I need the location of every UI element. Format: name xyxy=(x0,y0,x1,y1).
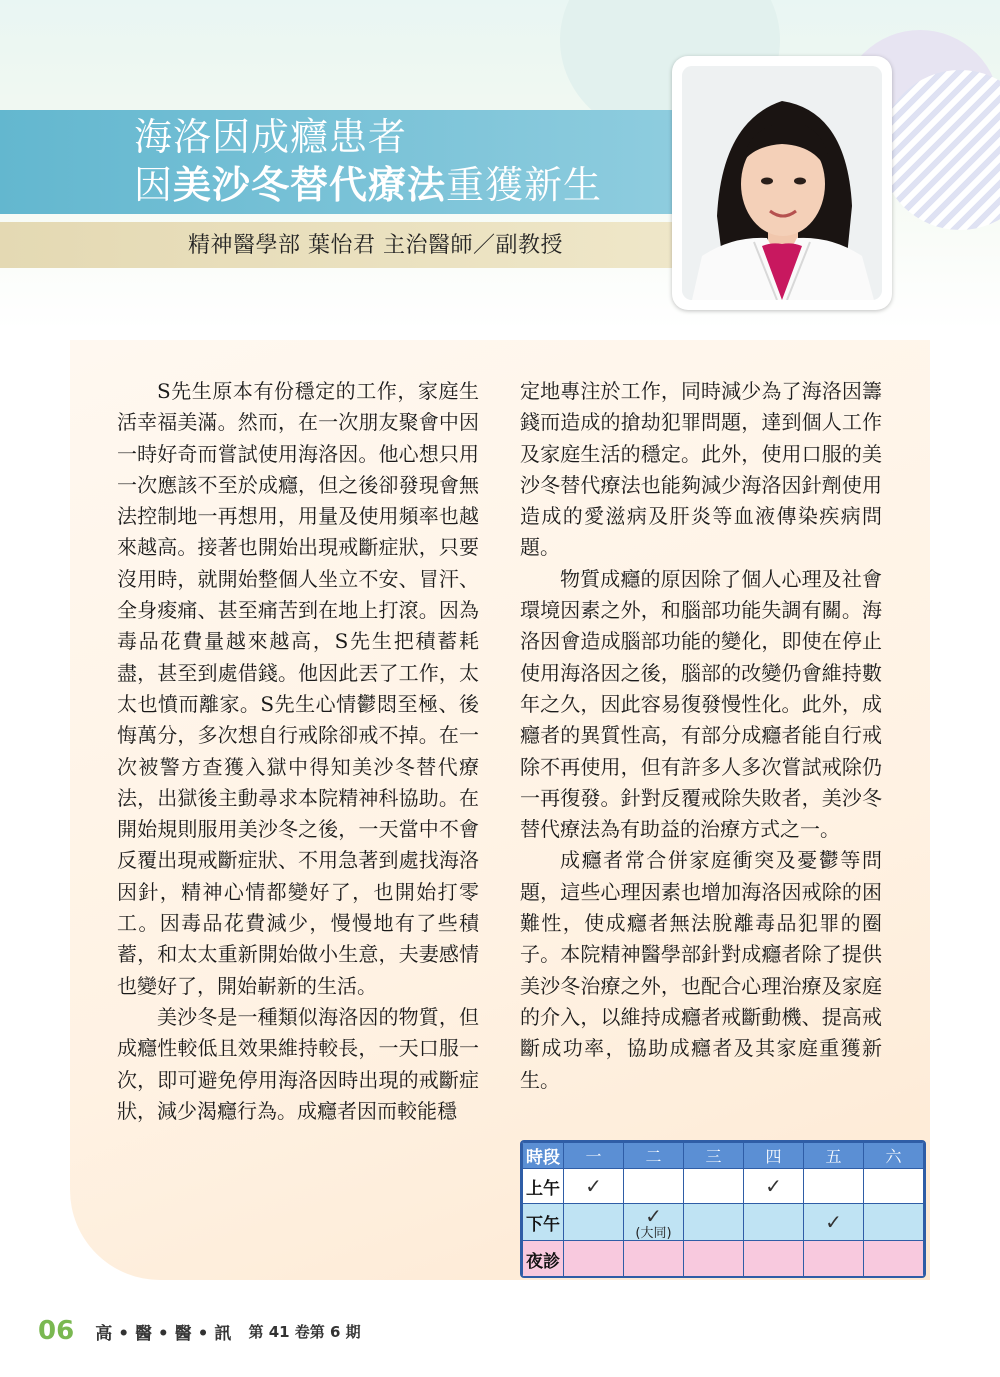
schedule-cell-tuesday-pm xyxy=(624,1204,684,1241)
check-icon: ✓ xyxy=(645,1204,662,1228)
paragraph: 定地專注於工作，同時減少為了海洛因籌錢而造成的搶劫犯罪問題，達到個人工作及家庭生活的穩定。此外，使用口服的美沙冬替代療法也能夠減少海洛因針劑使用造成的愛滋病及肝炎等血液傳染疾病問題。 xyxy=(520,379,882,560)
schedule-cell xyxy=(864,1169,924,1204)
page-footer xyxy=(38,1316,361,1346)
paragraph: 美沙冬是一種類似海洛因的物質，但成癮性較低且效果維持較長，一天口服一次，即可避免停用海洛因時出現的戒斷症狀，減少渴癮行為。成癮者因而較能穩 xyxy=(117,1004,479,1123)
schedule-cell xyxy=(684,1241,744,1278)
schedule-cell xyxy=(744,1204,804,1241)
schedule-row-evening xyxy=(523,1241,924,1278)
article-title-line2: 因美沙冬替代療法重獲新生 xyxy=(134,163,603,207)
schedule-row-label: 夜診 xyxy=(523,1241,564,1278)
schedule-header-cell: 二 xyxy=(624,1143,684,1169)
schedule-cell xyxy=(564,1241,624,1278)
check-icon: ✓ xyxy=(744,1169,804,1204)
author-byline: 精神醫學部 葉怡君 主治醫師／副教授 xyxy=(188,233,563,258)
schedule-row-label: 上午 xyxy=(523,1169,564,1204)
article-title-line1: 海洛因成癮患者 xyxy=(134,115,408,159)
publication-name: 高 • 醫 • 醫 • 訊 xyxy=(95,1323,232,1344)
schedule-cell xyxy=(624,1169,684,1204)
schedule-row-morning xyxy=(523,1169,924,1204)
check-icon: ✓ xyxy=(804,1204,864,1241)
schedule-cell xyxy=(864,1241,924,1278)
schedule-row-afternoon xyxy=(523,1204,924,1241)
page-number: 06 xyxy=(38,1316,75,1346)
schedule-row-label: 下午 xyxy=(523,1204,564,1241)
schedule-header-cell: 三 xyxy=(684,1143,744,1169)
clinic-schedule-table xyxy=(520,1140,926,1278)
schedule-header-cell: 一 xyxy=(564,1143,624,1169)
schedule-cell xyxy=(684,1204,744,1241)
paragraph: S先生原本有份穩定的工作，家庭生活幸福美滿。然而，在一次朋友聚會中因一時好奇而嘗試使用海洛因。他心想只用一次應該不至於成癮，但之後卻發現會無法控制地一再想用，用量及使用頻率也越來越高。接著也開始出現戒斷症狀，只要沒用時，就開始整個人坐立不安、冒汗、全身痠痛、甚至痛苦到在地上打滾。因為毒品花費量越來越高，S先生把積蓄耗盡，甚至到處借錢。他因此丟了工作，太太也憤而離家。S先生心情鬱悶至極、後悔萬分，多次想自行戒除卻戒不掉。在一次被警方查獲入獄中得知美沙冬替代療法，出獄後主動尋求本院精神科協助。在開始規則服用美沙冬之後，一天當中不會反覆出現戒斷症狀、不用急著到處找海洛因針，精神心情都變好了，也開始打零工。因毒品花費減少，慢慢地有了些積蓄，和太太重新開始做小生意，夫妻感情也變好了，開始嶄新的生活。 xyxy=(117,379,479,998)
schedule-header-cell: 時段 xyxy=(523,1143,564,1169)
article-column-left xyxy=(117,376,479,1127)
schedule-header-row xyxy=(523,1143,924,1169)
schedule-header-cell: 五 xyxy=(804,1143,864,1169)
schedule-cell xyxy=(804,1169,864,1204)
issue-number: 第 41 卷第 6 期 xyxy=(248,1322,361,1341)
location-note: (大同) xyxy=(635,1226,672,1241)
check-icon: ✓ xyxy=(564,1169,624,1204)
article-column-right xyxy=(520,376,882,1096)
schedule-cell xyxy=(684,1169,744,1204)
schedule-cell xyxy=(744,1241,804,1278)
schedule-cell xyxy=(564,1204,624,1241)
schedule-cell xyxy=(864,1204,924,1241)
schedule-cell xyxy=(804,1241,864,1278)
paragraph: 成癮者常合併家庭衝突及憂鬱等問題，這些心理因素也增加海洛因戒除的困難性，使成癮者無法脫離毒品犯罪的圈子。本院精神醫學部針對成癮者除了提供美沙冬治療之外，也配合心理治療及家庭的介入，以維持成癮者戒斷動機、提高戒斷成功率，協助成癮者及其家庭重獲新生。 xyxy=(520,848,882,1092)
schedule-header-cell: 四 xyxy=(744,1143,804,1169)
schedule-header-cell: 六 xyxy=(864,1143,924,1169)
schedule-cell xyxy=(624,1241,684,1278)
paragraph: 物質成癮的原因除了個人心理及社會環境因素之外，和腦部功能失調有關。海洛因會造成腦部功能的變化，即使在停止使用海洛因之後，腦部的改變仍會維持數年之久，因此容易復發慢性化。此外，成癮者的異質性高，有部分成癮者能自行戒除不再使用，但有許多人多次嘗試戒除仍一再復發。針對反覆戒除失敗者，美沙冬替代療法為有助益的治療方式之一。 xyxy=(520,566,882,842)
author-photo xyxy=(682,66,882,300)
